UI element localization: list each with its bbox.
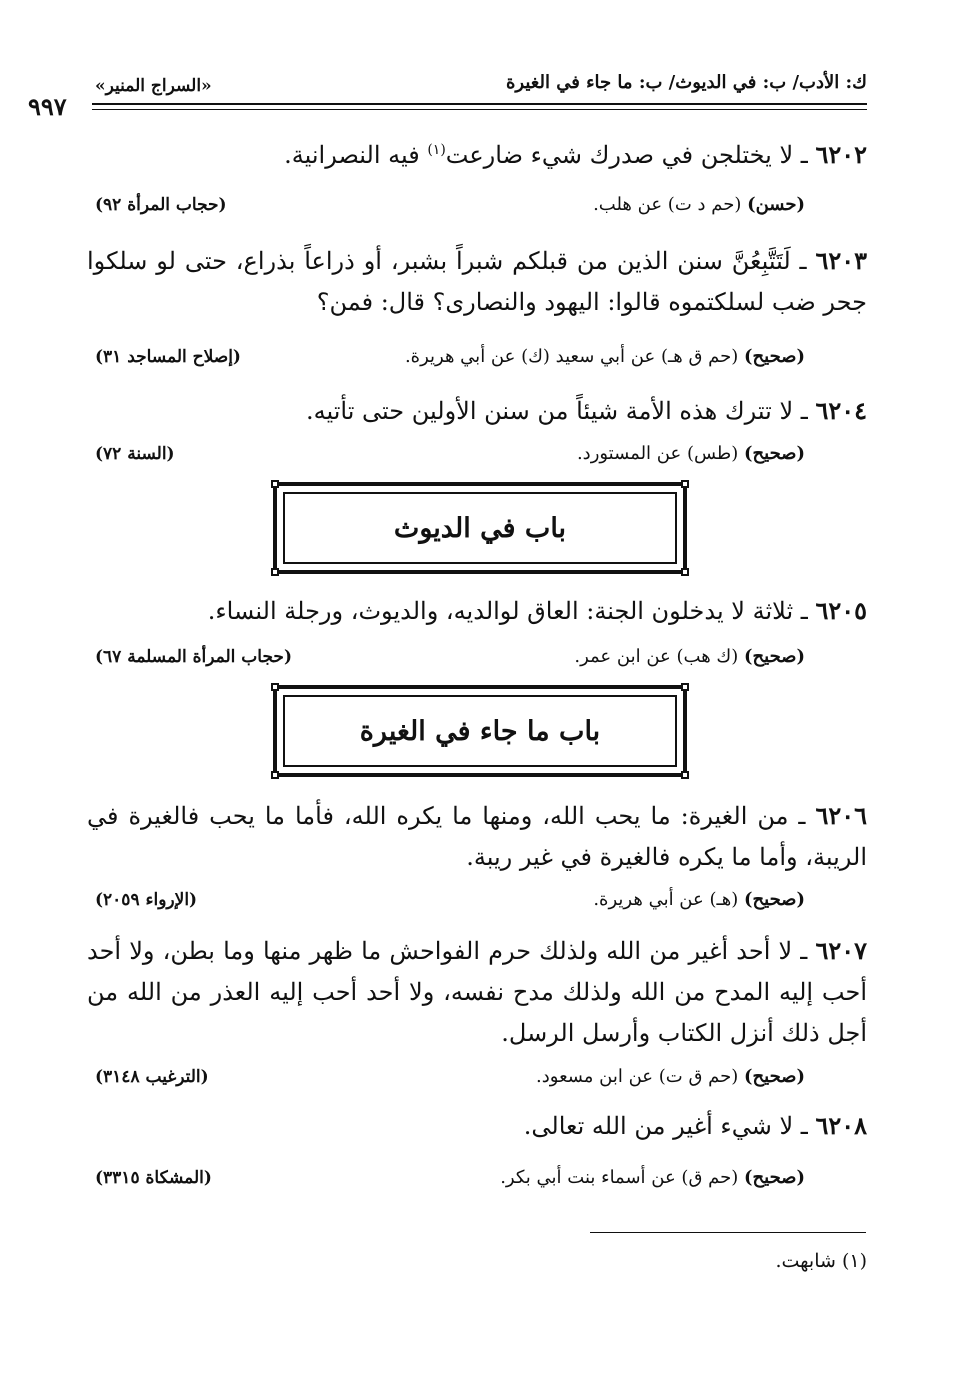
hadith-source — [574, 646, 805, 667]
corner-ornament — [271, 683, 279, 691]
narrators: (حم ق) عن أسماء بنت أبي بكر. — [500, 1167, 744, 1188]
hadith-text: لَتَتَّبِعُنَّ سنن الذين من قبلكم شبراً بشبر، أو ذراعاً بذراع، حتى لو سلكوا جحر ضب لسلكتموه قالوا: اليهود والنصارى؟ قال: فمن؟ — [87, 247, 867, 316]
narrators: (هـ) عن أبي هريرة. — [593, 889, 744, 910]
grade: (صحيح) — [744, 1167, 805, 1188]
dash: ـ — [788, 802, 816, 830]
corner-ornament — [681, 771, 689, 779]
hadith-6207 — [87, 930, 867, 1054]
grade: (صحيح) — [744, 646, 805, 667]
hadith-text: من الغيرة: ما يحب الله، ومنها ما يكره الله، فأما ما يحب فالغيرة في الريبة، وأما ما يكره فالغيرة في غير ريبة. — [87, 802, 867, 871]
hadith-number: ٦٢٠٧ — [815, 936, 867, 965]
corner-ornament — [681, 683, 689, 691]
hadith-text: لا تترك هذه الأمة شيئاً من سنن الأولين حتى تأتيه. — [306, 397, 794, 425]
hadith-source — [536, 1066, 805, 1087]
hadith-6204 — [87, 390, 867, 432]
chapter-title: باب في الديوث — [393, 512, 567, 544]
hadith-number: ٦٢٠٨ — [815, 1111, 867, 1140]
grade: (صحيح) — [744, 443, 805, 464]
footnote-marker: (١) — [427, 142, 446, 158]
hadith-6206 — [87, 795, 867, 878]
narrators: (حم ق هـ) عن أبي سعيد (ك) عن أبي هريرة. — [404, 346, 744, 367]
header-rule — [92, 103, 867, 105]
hadith-number: ٦٢٠٣ — [815, 246, 868, 275]
header-rule-thin — [92, 109, 867, 110]
running-header-chapter: ك: الأدب/ ب: في الديوث/ ب: ما جاء في الغيرة — [505, 72, 867, 93]
grade: (صحيح) — [744, 1066, 805, 1087]
hadith-text: لا يختلجن في صدرك شيء ضارعت — [445, 141, 794, 169]
hadith-reference: (إصلاح المساجد ٣١) — [95, 347, 241, 367]
hadith-number: ٦٢٠٢ — [815, 140, 867, 169]
hadith-text-continued: فيه النصرانية. — [284, 141, 428, 169]
hadith-6208 — [87, 1105, 867, 1147]
footnote: (١) شابهت. — [775, 1250, 867, 1272]
chapter-title: باب ما جاء في الغيرة — [359, 715, 601, 747]
hadith-reference: (المشكاة ٣٣١٥) — [95, 1168, 212, 1188]
corner-ornament — [681, 568, 689, 576]
hadith-reference: (الترغيب ٣١٤٨) — [95, 1067, 209, 1087]
hadith-number: ٦٢٠٤ — [815, 396, 867, 425]
dash: ـ — [793, 597, 816, 625]
page-number: ٩٩٧ — [28, 92, 67, 121]
hadith-6205 — [87, 590, 867, 632]
narrators: (حم د ت) عن هلب. — [593, 194, 748, 215]
hadith-source — [500, 1167, 805, 1188]
hadith-reference: (حجاب المرأة المسلمة ٦٧) — [95, 647, 292, 667]
hadith-6202 — [87, 130, 867, 176]
hadith-source — [577, 443, 805, 464]
dash: ـ — [790, 247, 816, 275]
hadith-text: لا شيء أغير من الله تعالى. — [523, 1112, 794, 1140]
corner-ornament — [681, 480, 689, 488]
hadith-source — [405, 346, 805, 367]
hadith-text: ثلاثة لا يدخلون الجنة: العاق لوالديه، والديوث، ورجلة النساء. — [207, 597, 794, 625]
narrators: (ك هب) عن ابن عمر. — [574, 646, 744, 667]
narrators: (حم ق ت) عن ابن مسعود. — [536, 1066, 744, 1087]
corner-ornament — [271, 480, 279, 488]
corner-ornament — [271, 771, 279, 779]
hadith-source — [593, 889, 805, 910]
chapter-heading-box — [273, 482, 687, 574]
hadith-reference: (السنة ٧٢) — [95, 444, 175, 464]
dash: ـ — [793, 1112, 816, 1140]
corner-ornament — [271, 568, 279, 576]
hadith-6203 — [87, 240, 867, 323]
footnote-rule — [590, 1232, 866, 1233]
hadith-text: لا أحد أغير من الله ولذلك حرم الفواحش ما ظهر منها وما بطن، ولا أحد أحب إليه المدح من الله ولذلك مدح نفسه، ولا أحد أحب إليه العذر من الله من أجل ذلك أنزل الكتاب وأرسل الرسل. — [87, 937, 867, 1047]
hadith-reference: (حجاب المرأة ٩٢) — [95, 195, 227, 215]
hadith-source — [593, 194, 805, 215]
dash: ـ — [793, 397, 816, 425]
hadith-number: ٦٢٠٦ — [815, 801, 867, 830]
grade: (حسن) — [747, 194, 805, 215]
narrators: (طس) عن المستورد. — [576, 443, 744, 464]
grade: (صحيح) — [744, 889, 805, 910]
dash: ـ — [793, 141, 816, 169]
hadith-reference: (الإرواء ٢٠٥٩) — [95, 890, 198, 910]
dash: ـ — [792, 937, 816, 965]
chapter-heading-box — [273, 685, 687, 777]
hadith-number: ٦٢٠٥ — [815, 596, 867, 625]
running-header-book-title: «السراج المنير» — [95, 76, 212, 96]
grade: (صحيح) — [744, 346, 805, 367]
